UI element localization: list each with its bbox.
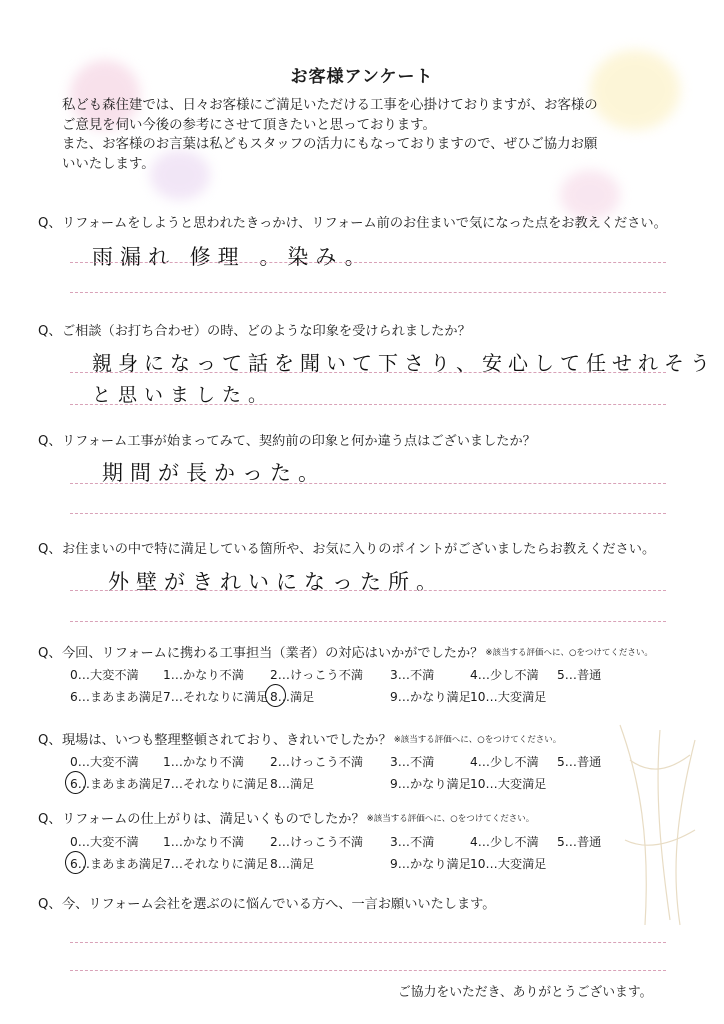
rating-label: 普通 <box>576 835 602 849</box>
rating-number: 1 <box>163 668 171 682</box>
rating-label: けっこう不満 <box>289 835 364 849</box>
rating-number: 2 <box>270 755 278 769</box>
rating-number: 9 <box>390 777 398 791</box>
answer-line <box>70 292 666 293</box>
rating-number: 3 <box>390 835 398 849</box>
rating-number: 4 <box>470 755 478 769</box>
answer-line <box>70 513 666 514</box>
rating-separator: … <box>277 690 290 704</box>
rating-separator: … <box>170 857 183 871</box>
rating-option[interactable] <box>557 833 601 850</box>
rating-separator: … <box>564 668 577 682</box>
rating-separator: … <box>77 755 90 769</box>
rating-number: 6 <box>70 857 78 871</box>
question-mark: Q、 <box>38 434 62 449</box>
rating-option[interactable] <box>470 753 539 770</box>
handwritten-answer: 雨漏れ 修理 。染み。 <box>92 245 373 269</box>
rating-label: まあまあ満足 <box>89 690 164 704</box>
intro-line: ご意見を伺い今後の参考にさせて頂きたいと思っております。 <box>62 117 436 133</box>
question-8 <box>38 893 495 912</box>
rating-separator: … <box>397 755 410 769</box>
question-5 <box>38 642 653 661</box>
rating-separator: … <box>77 777 90 791</box>
rating-separator: … <box>277 668 290 682</box>
closing-message: ご協力をいただき、ありがとうございます。 <box>398 985 653 1000</box>
rating-number: 1 <box>163 835 171 849</box>
rating-number: 6 <box>70 777 78 791</box>
rating-separator: … <box>277 835 290 849</box>
decor-flower-sketch <box>600 720 710 930</box>
rating-separator: … <box>170 835 183 849</box>
rating-separator: … <box>477 835 490 849</box>
rating-number: 8 <box>270 777 278 791</box>
rating-option[interactable] <box>270 666 363 683</box>
rating-label: かなり満足 <box>409 857 471 871</box>
rating-row <box>70 666 602 688</box>
rating-option[interactable] <box>390 753 434 770</box>
question-text: リフォームをしようと思われたきっかけ、リフォーム前のお住まいで気になった点をお教えください。 <box>62 216 667 231</box>
rating-row <box>70 855 590 877</box>
rating-number: 1 <box>163 755 171 769</box>
question-text: 現場は、いつも整理整頓されており、きれいでしたか？ <box>62 733 392 748</box>
rating-number: 0 <box>70 755 78 769</box>
rating-number: 2 <box>270 835 278 849</box>
rating-number: 5 <box>557 668 565 682</box>
rating-number: 5 <box>557 835 565 849</box>
rating-label: かなり満足 <box>409 690 471 704</box>
intro-line: 私ども森住建では、日々お客様にご満足いただける工事を心掛けておりますが、お客様の <box>62 98 598 113</box>
rating-separator: … <box>564 755 577 769</box>
rating-option[interactable] <box>270 688 314 705</box>
rating-number: 10 <box>470 857 486 871</box>
answer-line <box>70 483 666 484</box>
intro-line: いいたします。 <box>62 156 155 172</box>
rating-option[interactable] <box>70 855 163 872</box>
rating-separator: … <box>485 857 498 871</box>
question-6 <box>38 729 561 748</box>
question-text: ご相談（お打ち合わせ）の時、どのような印象を受けられましたか？ <box>62 324 471 339</box>
answer-line <box>70 942 666 943</box>
rating-row <box>70 775 590 797</box>
rating-separator: … <box>397 690 410 704</box>
rating-label: けっこう不満 <box>289 755 364 769</box>
question-mark: Q、 <box>38 733 62 748</box>
rating-option[interactable] <box>163 775 268 792</box>
rating-label: 満足 <box>289 777 315 791</box>
rating-option[interactable] <box>163 833 244 850</box>
rating-label: 大変不満 <box>89 755 139 769</box>
rating-number: 4 <box>470 835 478 849</box>
question-2 <box>38 320 471 339</box>
rating-number: 10 <box>470 690 486 704</box>
question-note: ※該当する評価へに、○をつけてください。 <box>485 648 653 658</box>
answer-line <box>70 262 666 263</box>
rating-option[interactable] <box>270 775 314 792</box>
rating-label: 少し不満 <box>489 668 539 682</box>
rating-number: 6 <box>70 690 78 704</box>
rating-separator: … <box>397 835 410 849</box>
rating-separator: … <box>170 690 183 704</box>
question-note: ※該当する評価へに、○をつけてください。 <box>393 735 562 745</box>
rating-label: それなりに満足 <box>182 690 269 704</box>
question-mark: Q、 <box>38 812 62 827</box>
intro-text <box>62 96 682 174</box>
rating-row <box>70 688 590 710</box>
rating-number: 7 <box>163 777 171 791</box>
rating-number: 8 <box>270 857 278 871</box>
rating-number: 0 <box>70 668 78 682</box>
rating-number: 0 <box>70 835 78 849</box>
rating-option[interactable] <box>70 775 163 792</box>
rating-separator: … <box>170 777 183 791</box>
rating-label: それなりに満足 <box>182 857 269 871</box>
answer-line <box>70 372 666 373</box>
rating-option[interactable] <box>470 775 546 792</box>
rating-option[interactable] <box>163 855 268 872</box>
rating-number: 9 <box>390 857 398 871</box>
rating-option[interactable] <box>390 666 434 683</box>
rating-option[interactable] <box>390 688 471 705</box>
handwritten-answer: 外壁がきれいになった所。 <box>108 570 444 594</box>
rating-option[interactable] <box>390 855 471 872</box>
rating-option[interactable] <box>70 753 139 770</box>
rating-separator: … <box>277 777 290 791</box>
rating-label: それなりに満足 <box>182 777 269 791</box>
rating-separator: … <box>277 755 290 769</box>
question-text: リフォーム工事が始まってみて、契約前の印象と何か違う点はございましたか？ <box>62 434 536 449</box>
rating-label: 普通 <box>576 668 602 682</box>
question-mark: Q、 <box>38 646 62 661</box>
question-mark: Q、 <box>38 324 62 339</box>
rating-option[interactable] <box>470 688 546 705</box>
rating-row <box>70 833 602 855</box>
rating-row <box>70 753 602 775</box>
rating-option[interactable] <box>70 666 139 683</box>
question-text: リフォームの仕上がりは、満足いくものでしたか？ <box>62 812 365 827</box>
rating-scale <box>70 666 602 710</box>
rating-number: 3 <box>390 755 398 769</box>
rating-label: 満足 <box>289 690 315 704</box>
question-note: ※該当する評価へに、○をつけてください。 <box>366 814 535 824</box>
rating-label: 大変不満 <box>89 835 139 849</box>
question-text: お住まいの中で特に満足している箇所や、お気に入りのポイントがございましたらお教えください。 <box>62 542 656 557</box>
rating-separator: … <box>397 777 410 791</box>
question-4 <box>38 538 655 557</box>
rating-label: 大変満足 <box>497 777 547 791</box>
rating-option[interactable] <box>163 753 244 770</box>
answer-line <box>70 970 666 971</box>
rating-number: 8 <box>270 690 278 704</box>
rating-separator: … <box>564 835 577 849</box>
rating-number: 3 <box>390 668 398 682</box>
rating-option[interactable] <box>470 666 539 683</box>
question-3 <box>38 430 536 449</box>
rating-separator: … <box>477 668 490 682</box>
answer-line <box>70 621 666 622</box>
rating-label: 不満 <box>409 755 435 769</box>
handwritten-answer: 期間が長かった。 <box>102 461 326 485</box>
question-mark: Q、 <box>38 216 62 231</box>
rating-separator: … <box>477 755 490 769</box>
answer-line <box>70 590 666 591</box>
rating-separator: … <box>77 857 90 871</box>
survey-title: お客様アンケート <box>290 67 434 87</box>
rating-label: かなり不満 <box>182 755 244 769</box>
rating-separator: … <box>170 755 183 769</box>
rating-separator: … <box>397 857 410 871</box>
question-mark: Q、 <box>38 542 62 557</box>
rating-separator: … <box>485 690 498 704</box>
rating-option[interactable] <box>270 855 314 872</box>
rating-label: 不満 <box>409 835 435 849</box>
rating-label: 大変不満 <box>89 668 139 682</box>
rating-option[interactable] <box>163 666 244 683</box>
question-text: 今回、リフォームに携わる工事担当（業者）の対応はいかがでしたか？ <box>62 646 484 661</box>
rating-label: 大変満足 <box>497 690 547 704</box>
rating-number: 10 <box>470 777 486 791</box>
rating-option[interactable] <box>163 688 268 705</box>
rating-scale <box>70 833 602 877</box>
rating-option[interactable] <box>270 833 363 850</box>
rating-label: かなり不満 <box>182 668 244 682</box>
rating-label: まあまあ満足 <box>89 777 164 791</box>
rating-label: 少し不満 <box>489 835 539 849</box>
rating-option[interactable] <box>470 855 546 872</box>
rating-separator: … <box>277 857 290 871</box>
rating-number: 2 <box>270 668 278 682</box>
rating-separator: … <box>485 777 498 791</box>
question-mark: Q、 <box>38 897 62 912</box>
rating-option[interactable] <box>470 833 539 850</box>
rating-separator: … <box>170 668 183 682</box>
rating-option[interactable] <box>390 775 471 792</box>
rating-label: 普通 <box>576 755 602 769</box>
handwritten-answer: と思いました。 <box>92 384 275 406</box>
rating-number: 5 <box>557 755 565 769</box>
question-1 <box>38 212 667 231</box>
rating-option[interactable] <box>70 688 163 705</box>
rating-option[interactable] <box>270 753 363 770</box>
answer-line <box>70 404 666 405</box>
rating-number: 4 <box>470 668 478 682</box>
rating-option[interactable] <box>557 666 601 683</box>
question-7 <box>38 808 534 827</box>
rating-separator: … <box>77 668 90 682</box>
rating-separator: … <box>77 835 90 849</box>
question-text: 今、リフォーム会社を選ぶのに悩んでいる方へ、一言お願いいたします。 <box>62 897 496 912</box>
handwritten-answer: 親身になって話を聞いて下さり、安心して任せれそう <box>92 351 716 375</box>
rating-label: かなり不満 <box>182 835 244 849</box>
rating-label: まあまあ満足 <box>89 857 164 871</box>
rating-label: 大変満足 <box>497 857 547 871</box>
rating-label: 少し不満 <box>489 755 539 769</box>
intro-line: また、お客様のお言葉は私どもスタッフの活力にもなっておりますので、ぜひご協力お願 <box>62 137 598 152</box>
rating-number: 7 <box>163 857 171 871</box>
rating-number: 9 <box>390 690 398 704</box>
rating-separator: … <box>397 668 410 682</box>
rating-label: 満足 <box>289 857 315 871</box>
rating-scale <box>70 753 602 797</box>
rating-option[interactable] <box>70 833 139 850</box>
rating-option[interactable] <box>390 833 434 850</box>
rating-label: けっこう不満 <box>289 668 364 682</box>
rating-option[interactable] <box>557 753 601 770</box>
rating-label: かなり満足 <box>409 777 471 791</box>
rating-label: 不満 <box>409 668 435 682</box>
rating-separator: … <box>77 690 90 704</box>
rating-number: 7 <box>163 690 171 704</box>
